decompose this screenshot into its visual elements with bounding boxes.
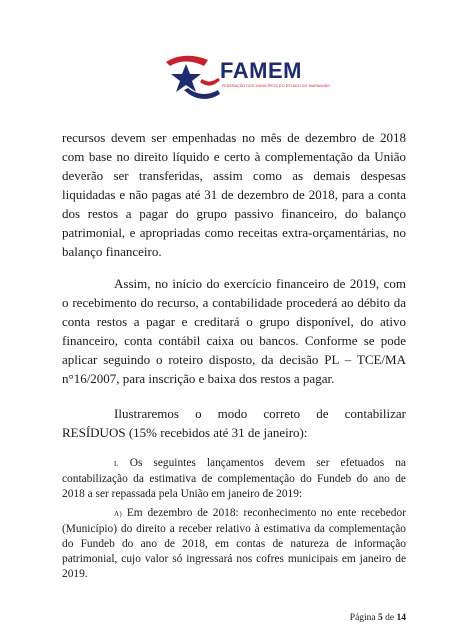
list-marker: I. xyxy=(114,460,119,468)
list-marker: A) xyxy=(114,510,122,518)
brand-name: FAMEM xyxy=(220,58,302,83)
list-item-text: Em dezembro de 2018: reconhecimento no ente recebedor (Município) do direito a receber relativo à estimativa da complementação do Fundeb do ano de 2018, em contas de natureza de informação patrimonial, cujo valor só ingressará nos cofres municipais em janeiro de 2019. xyxy=(62,507,406,580)
famem-logo xyxy=(164,50,334,106)
page-label: Página xyxy=(349,613,376,623)
paragraph-1: recursos devem ser empenhadas no mês de dezembro de 2018 com base no direito líquido e certo à complementação da União deverão ser transferidas, assim como as demais despesas liquidadas e não pagas até 31 de dezembro de 2018, para a conta dos restos a pagar do grupo passivo financeiro, do balanço patrimonial, e apropriadas como receitas extra-orçamentárias, no balanço financeiro. xyxy=(62,130,406,259)
paragraph-3: Ilustraremos o modo correto de contabilizar RESÍDUOS (15% recebidos até 31 de janeiro): xyxy=(62,406,406,440)
list-item-a xyxy=(62,506,406,582)
list-item-text: Os seguintes lançamentos devem ser efetuados na contabilização da estimativa de complementação do Fundeb do ano de 2018 a ser repassada pela União em janeiro de 2019: xyxy=(62,457,406,500)
page-number xyxy=(350,613,406,623)
page-current: 5 xyxy=(378,613,383,623)
brand-subtitle: FEDERAÇÃO DOS MUNICÍPIOS DO ESTADO DO MARANHÃO xyxy=(222,84,331,88)
list-item-1 xyxy=(62,456,406,502)
page-of: de xyxy=(385,613,395,623)
star-swoosh-icon xyxy=(164,50,224,106)
paragraph-2: Assim, no início do exercício financeiro de 2019, com o recebimento do recurso, a contabilidade procederá ao débito da conta restos a pagar e creditará o grupo disponível, do ativo financeiro, conta contábil caixa ou bancos. Conforme se pode aplicar seguindo o roteiro disposto, da decisão PL – TCE/MA n°16/2007, para inscrição e baixa dos restos a pagar. xyxy=(62,276,406,386)
page-total: 14 xyxy=(396,613,406,623)
